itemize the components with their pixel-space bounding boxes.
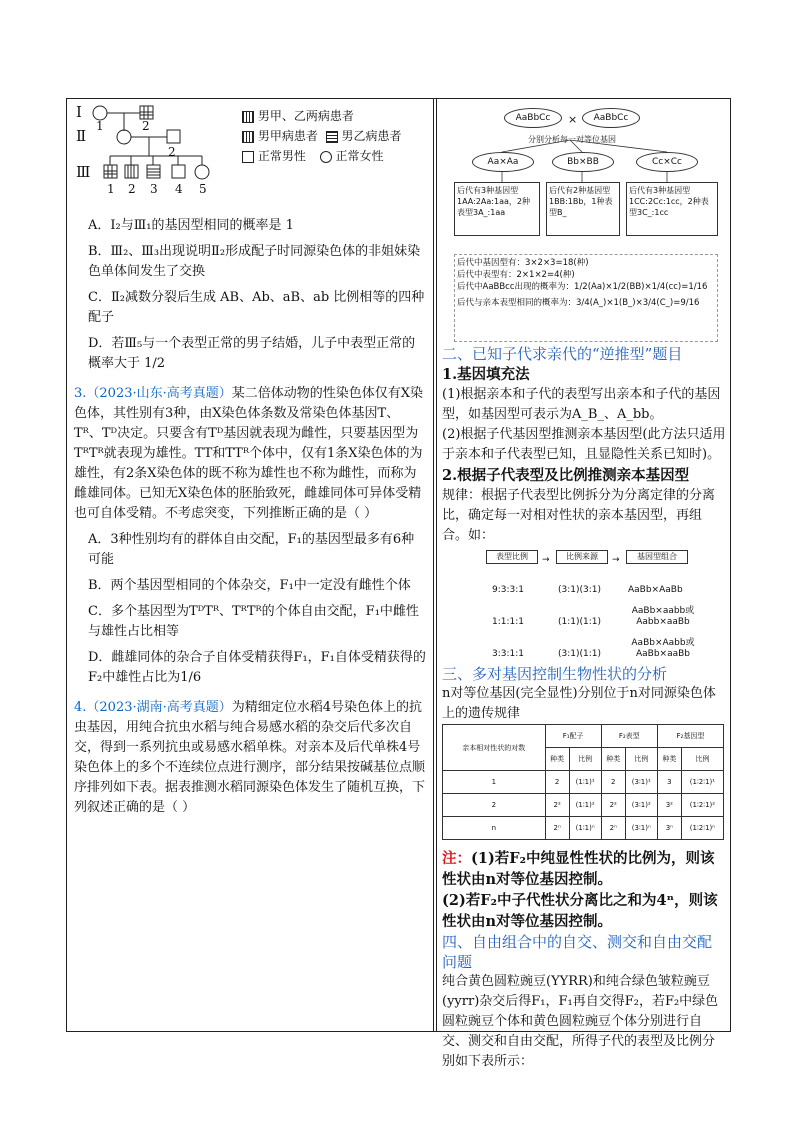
generation-label: Ⅱ bbox=[76, 127, 87, 145]
q2-option-d: D．若Ⅲ₅与一个表型正常的男子结婚，儿子中表型正常的概率大于 1/2 bbox=[88, 336, 416, 371]
ratio-cell: 9:3:3:1 bbox=[492, 585, 525, 595]
ratio-header: 比例来源 bbox=[556, 550, 608, 564]
section-2-paragraph: 规律：根据子代表型比例拆分为分离定律的分离比，确定每一对相对性状的亲本基因型，再组合。如： bbox=[442, 488, 716, 543]
table-row: n 2ⁿ (1∶1)ⁿ 2ⁿ (3∶1)ⁿ 3ⁿ (1∶2∶1)ⁿ bbox=[443, 817, 724, 840]
pair-cross: Aa×Aa bbox=[472, 152, 534, 172]
left-column bbox=[74, 102, 426, 818]
q3-option-c: C．多个基因型为TᴰTᴿ、TᴿTᴿ的个体自由交配，F₁中雌性与雄性占比相等 bbox=[88, 604, 419, 639]
q3-option-d: D．雌雄同体的杂合子自体受精获得F₁，F₁自体受精获得的F₂中雄性占比为1/6 bbox=[88, 650, 426, 685]
q2-option-c: C．Ⅱ₂减数分裂后生成 AB、Ab、aB、ab 比例相等的四种配子 bbox=[88, 290, 425, 325]
q3-option-a: A．3种性别均有的群体自由交配，F₁的基因型最多有6种可能 bbox=[88, 532, 415, 567]
legend-label: 正常男性 bbox=[257, 149, 306, 163]
ratio-diagram: 表型比例 → 比例来源 → 基因型组合 9:3:3:1 (3:1)(3:1) AaBb×AaBb 1:1:1:1 (1:1)(1:1) AaBb×aabb或Aabb×aaBb 3:3:1:1 (3:1)(1:1) AaBb×Aabb或AaBb×aaBb bbox=[442, 546, 726, 664]
parent-genotype: AaBbCc bbox=[582, 108, 640, 128]
note-line: (2)若F₂中子代性状分离比之和为4ⁿ，则该性状由n对等位基因控制。 bbox=[442, 892, 718, 930]
legend-label: 男乙病患者 bbox=[341, 129, 402, 143]
table-row: 1 2 (1∶1)¹ 2 (3∶1)¹ 3 (1∶2∶1)¹ bbox=[443, 771, 724, 794]
ratio-cell: 3:3:1:1 bbox=[492, 649, 525, 659]
generation-label: Ⅰ bbox=[76, 103, 82, 121]
summary-line: 后代与亲本表型相同的概率为：3/4(A_)×1(B_)×3/4(C_)=9/16 bbox=[457, 298, 700, 308]
split-label: 分别分析每一对等位基因 bbox=[528, 135, 616, 144]
note-label: 注： bbox=[442, 850, 471, 867]
section-2-paragraph: (2)根据子代基因型推测亲本基因型(此方法只适用于亲本和子代表型已知，且显隐性关系已知时)。 bbox=[442, 427, 726, 462]
q2-option-a: A．I₂与Ⅲ₁的基因型相同的概率是 1 bbox=[88, 218, 294, 233]
summary-line: 后代中AaBBcc出现的概率为：1/2(Aa)×1/2(BB)×1/4(cc)=1/16 bbox=[457, 282, 708, 292]
question-4 bbox=[74, 698, 426, 818]
ratio-cell: AaBb×aabb或Aabb×aaBb bbox=[631, 606, 695, 627]
legend-label: 男甲、乙两病患者 bbox=[257, 109, 354, 123]
section-4-paragraph: 纯合黄色圆粒豌豆(YYRR)和纯合绿色皱粒豌豆(yyrr)杂交后得F₁，F₁再自交得F₂，若F₂中绿色圆粒豌豆个体和黄色圆粒豌豆个体分别进行自交、测交和自由交配，所得子代的表型及比例分别如下表所示： bbox=[442, 974, 719, 1069]
legend-both-icon bbox=[242, 111, 254, 123]
pair-cross: Bb×BB bbox=[552, 152, 614, 172]
ratio-cell: 1:1:1:1 bbox=[492, 617, 525, 627]
pair-result: 后代有2种基因型1BB:1Bb，1种表型B_ bbox=[546, 182, 620, 236]
column-divider bbox=[436, 98, 437, 1032]
individual-number: 1 bbox=[107, 182, 115, 196]
column-divider bbox=[433, 98, 434, 1032]
q4-stem: 为精细定位水稻4号染色体上的抗虫基因，用纯合抗虫水稻与纯合易感水稻的杂交后代多次自交，得到一系列抗虫或易感水稻单株。对亲本及后代单株4号染色体上的多个不连续位点进行测序，部分结果按碱基位点顺序排列如下表。据表推测水稻同源染色体发生了随机互换，下列叙述正确的是（ ） bbox=[74, 700, 426, 815]
q3-stem: 某二倍体动物的性染色体仅有X染色体，其性别有3种，由X染色体条数及常染色体基因T、Tᴿ、Tᴰ决定。只要含有Tᴰ基因就表现为雌性，只要基因型为TᴿTᴿ就表现为雄性。TT和TTᴿ个体中，仅有1条X染色体的为雄性，有2条X染色体的既不称为雄性也不称为雌性，而称为雌雄同体。已知无X染色体的胚胎致死，雌雄同体可异体受精也可自体受精。不考虑突变，下列推断正确的是（ ） bbox=[74, 386, 424, 521]
section-2-subtitle: 1.基因填充法 bbox=[442, 366, 530, 383]
legend-normal-female-icon bbox=[320, 151, 332, 163]
pedigree-legend bbox=[242, 106, 402, 166]
legend-yi-icon bbox=[326, 131, 338, 143]
summary-line: 后代中基因型有：3×2×3=18(种) bbox=[457, 258, 589, 268]
ratio-header: 基因型组合 bbox=[626, 550, 688, 564]
section-2-title: 二、已知子代求亲代的“逆推型”题目 bbox=[442, 345, 683, 363]
note bbox=[442, 848, 726, 890]
summary-line: 后代中表型有：2×1×2=4(种) bbox=[457, 270, 575, 280]
question-3 bbox=[74, 384, 426, 524]
pair-cross: Cc×Cc bbox=[636, 152, 698, 172]
individual-number: 5 bbox=[199, 182, 207, 196]
pedigree-chart bbox=[74, 102, 426, 210]
table-row: 2 2² (1∶1)² 2² (3∶1)² 3² (1∶2∶1)² bbox=[443, 794, 724, 817]
individual-number: 1 bbox=[96, 119, 104, 133]
legend-jia-icon bbox=[242, 131, 254, 143]
generation-label: Ⅲ bbox=[76, 163, 91, 181]
individual-number: 3 bbox=[150, 182, 158, 196]
legend-label: 正常女性 bbox=[335, 149, 384, 163]
individual-number: 4 bbox=[175, 182, 183, 196]
section-3-paragraph: n对等位基因(完全显性)分别位于n对同源染色体上的遗传规律 bbox=[442, 686, 716, 721]
q2-option-b: B．Ⅲ₂、Ⅲ₃出现说明Ⅱ₂形成配子时同源染色体的非姐妹染色单体间发生了交换 bbox=[88, 244, 421, 279]
ratio-cell: AaBb×AaBb bbox=[628, 585, 683, 595]
individual-number: 2 bbox=[168, 145, 176, 159]
table-header: F₂基因型 bbox=[657, 725, 723, 748]
pair-result: 后代有3种基因型1CC:2Cc:1cc，2种表型3C_:1cc bbox=[626, 182, 718, 236]
ratio-cell: AaBb×Aabb或AaBb×aaBb bbox=[631, 638, 695, 659]
legend-normal-male-icon bbox=[242, 151, 254, 163]
section-2-paragraph: (1)根据亲本和子代的表型写出亲本和子代的基因型，如基因型可表示为A_B_、A_bb。 bbox=[442, 387, 721, 422]
inheritance-table: 亲本相对性状的对数 F₁配子 F₂表型 F₂基因型 种类 比例 种类 比例 种类 比例 1 2 (1∶1)¹ 2 (3∶1)¹ 3 (1∶2∶1)¹ 2 2² (1∶1)² 2² (3∶1)² 3² (1∶2∶1)² n 2ⁿ (1∶1)ⁿ 2ⁿ (3∶1)ⁿ 3ⁿ (1∶2∶1)ⁿ bbox=[442, 724, 724, 840]
q3-source: 3.（2023·山东·高考真题） bbox=[74, 386, 232, 401]
legend-label: 男甲病患者 bbox=[257, 129, 318, 143]
gene-flow-diagram bbox=[442, 102, 726, 344]
note-line: (1)若F₂中纯显性性状的比例为，则该性状由n对等位基因控制。 bbox=[442, 850, 715, 888]
q3-option-b: B．两个基因型相同的个体杂交，F₁中一定没有雌性个体 bbox=[88, 578, 411, 593]
cross-symbol: × bbox=[568, 113, 578, 126]
female-normal-symbol bbox=[117, 130, 131, 144]
ratio-header: 表型比例 bbox=[486, 550, 538, 564]
table-header: 亲本相对性状的对数 bbox=[443, 725, 546, 771]
section-2-subtitle: 2.根据子代表型及比例推测亲本基因型 bbox=[442, 467, 690, 484]
section-3-title: 三、多对基因控制生物性状的分析 bbox=[442, 665, 668, 683]
table-header: F₂表型 bbox=[601, 725, 657, 748]
pair-result: 后代有3种基因型1AA:2Aa:1aa，2种表型3A_:1aa bbox=[454, 182, 540, 236]
parent-genotype: AaBbCc bbox=[504, 108, 562, 128]
right-column bbox=[442, 102, 726, 1072]
q4-source: 4.（2023·湖南·高考真题） bbox=[74, 700, 232, 715]
individual-number: 2 bbox=[128, 182, 136, 196]
summary-box bbox=[454, 254, 718, 342]
section-4-title: 四、自由组合中的自交、测交和自由交配问题 bbox=[442, 933, 713, 971]
ratio-cell: (3:1)(3:1) bbox=[558, 585, 602, 595]
ratio-cell: (3:1)(1:1) bbox=[558, 649, 602, 659]
table-header: F₁配子 bbox=[545, 725, 601, 748]
individual-number: 2 bbox=[142, 119, 150, 133]
ratio-cell: (1:1)(1:1) bbox=[558, 617, 602, 627]
